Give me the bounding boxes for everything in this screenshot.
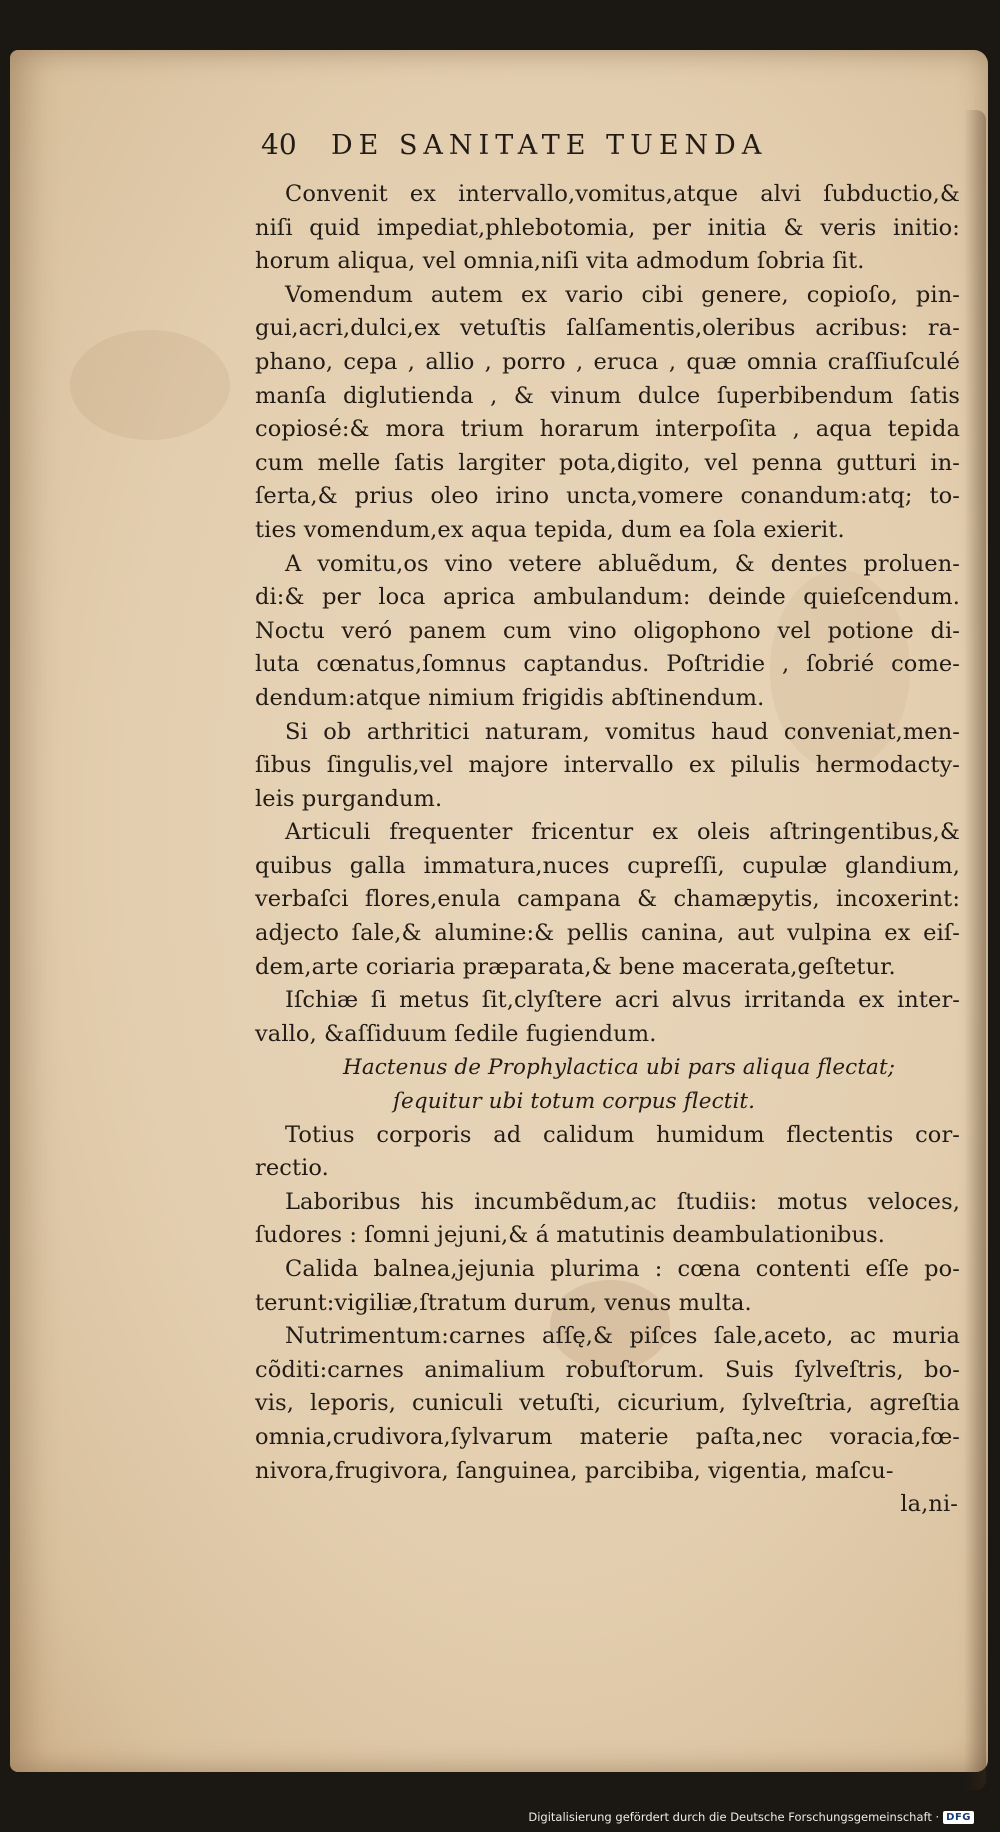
text-line: adjecto ſale,& alumine:& pellis canina, aut vulpina ex eiſ- — [255, 920, 960, 947]
paragraph — [255, 178, 960, 279]
text-line: Totius corporis ad calidum humidum flectentis cor- — [285, 1121, 960, 1148]
text-line: quibus galla immatura,nuces cupreſſi, cupulæ glandium, — [255, 852, 960, 879]
text-line: ties vomendum,ex aqua tepida, dum ea ſola exierit. — [255, 516, 845, 543]
running-head — [261, 128, 960, 176]
text-line: manſa diglutienda , & vinum dulce ſuperbibendum ſatis — [255, 382, 960, 409]
text-line: verbaſci flores,enula campana & chamæpytis, incoxerint: — [255, 886, 960, 913]
text-line: copiosé:& mora trium horarum interpoſita , aqua tepida — [255, 416, 960, 443]
text-line: Si ob arthritici naturam, vomitus haud conveniat,men- — [285, 718, 960, 745]
page-edge-shadow — [964, 110, 986, 1790]
text-line: Articuli frequenter fricentur ex oleis aſtringentibus,& — [285, 819, 960, 846]
page-number: 40 — [261, 128, 297, 161]
page-text — [255, 128, 960, 1522]
text-line: horum aliqua, vel omnia,niſi vita admodum ſobria ſit. — [255, 248, 865, 275]
text-line: Noctu veró panem cum vino oligophono vel potione di- — [255, 617, 960, 644]
paper-stain — [70, 330, 230, 440]
paragraph — [255, 1320, 960, 1488]
paragraph — [255, 1253, 960, 1320]
text-line: cum melle ſatis largiter pota,digito, vel penna gutturi in- — [255, 449, 960, 476]
text-line: niſi quid impediat,phlebotomia, per initia & veris initio: — [255, 214, 960, 241]
text-line: omnia,crudivora,ſylvarum materie paſta,nec voracia,fœ- — [255, 1423, 960, 1450]
text-line: Convenit ex intervallo,vomitus,atque alvi ſubductio,& — [285, 181, 960, 207]
text-line: dendum:atque nimium frigidis abſtinendum. — [255, 684, 765, 711]
body-text-before-caption — [255, 178, 960, 1051]
section-caption — [255, 1051, 960, 1118]
body-text-after-caption — [255, 1119, 960, 1489]
text-line: phano, cepa , allio , porro , eruca , quæ omnia craſſiuſculé — [255, 348, 960, 375]
text-line: Nutrimentum:carnes aſſę,& piſces ſale,aceto, ac muria — [285, 1323, 960, 1350]
text-line: ſibus ſingulis,vel majore intervallo ex pilulis hermodacty- — [255, 752, 960, 779]
paragraph — [255, 1119, 960, 1186]
text-line: vis, leporis, cuniculi vetuſti, cicurium, ſylveſtria, agreſtia — [255, 1390, 960, 1417]
text-line: Iſchiæ ſi metus ſit,clyſtere acri alvus irritanda ex inter- — [285, 987, 960, 1014]
text-line: luta cœnatus,ſomnus captandus. Poſtridie , ſobrié come- — [255, 651, 960, 678]
digitization-credit — [528, 1810, 974, 1824]
text-line: dem,arte coriaria præparata,& bene macerata,geſtetur. — [255, 953, 896, 980]
text-line: ſerta,& prius oleo irino uncta,vomere conandum:atq; to- — [255, 483, 960, 510]
credit-text: Digitalisierung gefördert durch die Deutsche Forschungsgemeinschaft · — [528, 1810, 940, 1824]
paragraph — [255, 984, 960, 1051]
paragraph — [255, 279, 960, 548]
text-line: Calida balnea,jejunia plurima : cœna contenti eſſe po- — [285, 1256, 960, 1282]
paragraph — [255, 548, 960, 716]
caption-line: Hactenus de Prophylactica ubi pars aliqua flectat; — [343, 1055, 896, 1081]
caption-line: ſequitur ubi totum corpus flectit. — [393, 1089, 756, 1115]
catchword: la,ni- — [900, 1491, 958, 1518]
text-line: vallo, &aſſiduum ſedile fugiendum. — [255, 1020, 657, 1047]
paragraph — [255, 716, 960, 817]
text-line: ſudores : ſomni jejuni,& á matutinis deambulationibus. — [255, 1222, 886, 1249]
text-line: rectio. — [255, 1155, 329, 1182]
text-line: gui,acri,dulci,ex vetuſtis ſalſamentis,oleribus acribus: ra- — [255, 315, 960, 342]
dfg-logo: DFG — [943, 1811, 974, 1824]
text-line: Vomendum autem ex vario cibi genere, copioſo, pin- — [285, 281, 960, 308]
paragraph — [255, 816, 960, 984]
text-line: cõditi:carnes animalium robuſtorum. Suis ſylveſtris, bo- — [255, 1356, 960, 1383]
text-line: leis purgandum. — [255, 785, 443, 812]
running-title: DE SANITATE TUENDA — [331, 130, 768, 161]
text-line: nivora,frugivora, ſanguinea, parcibiba, vigentia, maſcu- — [255, 1457, 894, 1484]
text-line: Laboribus his incumbẽdum,ac ſtudiis: motus veloces, — [285, 1188, 960, 1215]
paragraph — [255, 1186, 960, 1253]
text-line: di:& per loca aprica ambulandum: deinde quieſcendum. — [255, 584, 960, 611]
text-line: A vomitu,os vino vetere abluẽdum, & dentes proluen- — [285, 550, 960, 577]
text-line: terunt:vigiliæ,ſtratum durum, venus multa. — [255, 1289, 752, 1316]
